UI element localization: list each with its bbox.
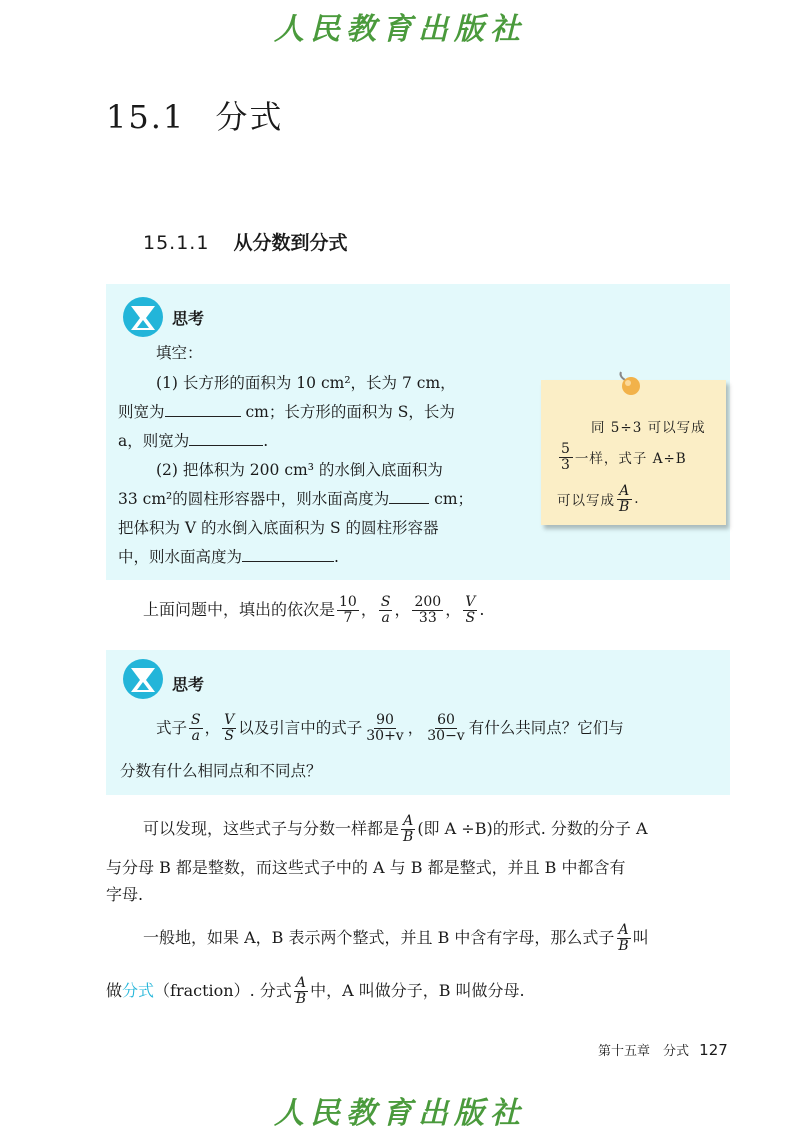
numerator: 10	[339, 593, 357, 610]
numerator: A	[403, 812, 414, 829]
fraction	[364, 713, 405, 743]
text: cm；长方形的面积为 S，长为	[240, 403, 455, 421]
text: 33 cm²的圆柱形容器中，则水面高度为	[118, 490, 390, 508]
numerator: A	[295, 974, 306, 991]
denominator: 33	[418, 609, 437, 626]
para2-line2	[106, 968, 525, 1014]
fraction	[463, 595, 477, 625]
answer-blank[interactable]	[389, 489, 429, 504]
fraction	[294, 976, 308, 1006]
denominator: B	[619, 498, 631, 515]
note-line-1: 同 5÷3 可以写成	[591, 420, 706, 436]
numerator: A	[618, 921, 629, 938]
section-name: 分式	[215, 98, 284, 136]
separator: ，	[394, 600, 411, 619]
text: 以及引言中的式子	[238, 719, 363, 737]
fraction	[616, 923, 630, 953]
section-number: 15.1	[106, 98, 186, 136]
text: .	[334, 548, 339, 566]
page-footer	[598, 1040, 728, 1059]
numerator: S	[191, 711, 201, 728]
denominator: 30+v	[366, 727, 404, 744]
text: （fraction）. 分式	[154, 981, 292, 1000]
fraction	[189, 713, 203, 743]
denominator: S	[224, 727, 234, 744]
pushpin-icon	[617, 370, 643, 404]
text: 有什么共同点？它们与	[468, 719, 624, 737]
think2-line2: 分数有什么相同点和不同点？	[120, 762, 322, 780]
think-heading-2: 思考	[172, 675, 205, 694]
denominator: S	[465, 609, 476, 626]
think1-q2-line2	[118, 484, 473, 514]
think-icon	[122, 296, 164, 342]
denominator: B	[295, 990, 307, 1007]
answers-line	[143, 588, 484, 632]
numerator: 60	[437, 711, 455, 728]
denominator: a	[381, 609, 390, 626]
think1-intro: 填空：	[156, 344, 203, 362]
text: .	[263, 432, 269, 450]
note-line-2	[557, 442, 687, 472]
note-line-3	[557, 484, 640, 514]
text: 可以写成	[557, 493, 615, 510]
think1-q2-line1: (2) 把体积为 200 cm³ 的水倒入底面积为	[156, 461, 443, 479]
text: 叫	[632, 928, 649, 947]
text: (即 A ÷B)的形式. 分数的分子 A	[417, 819, 648, 838]
fraction	[401, 814, 415, 844]
denominator: 3	[561, 456, 571, 473]
text: 做	[106, 981, 123, 1000]
think-heading-1: 思考	[172, 309, 205, 328]
para2-line1	[143, 915, 649, 961]
fraction	[337, 595, 359, 625]
section-title	[106, 92, 283, 138]
think2-line1	[156, 706, 624, 750]
side-note	[541, 380, 726, 525]
para1-line2: 与分母 B 都是整数，而这些式子中的 A 与 B 都是整式，并且 B 中都含有	[106, 858, 626, 877]
fraction	[617, 484, 632, 514]
text: a，则宽为	[118, 432, 190, 450]
fraction	[412, 595, 443, 625]
key-term: 分式	[122, 981, 155, 1000]
separator: ，	[407, 719, 424, 737]
think-icon	[122, 658, 164, 704]
numerator: A	[619, 483, 631, 499]
para1-line3: 字母.	[106, 885, 144, 904]
text: cm；	[429, 490, 474, 508]
header-watermark: 人民教育出版社	[274, 12, 526, 47]
subsection-title	[143, 228, 348, 255]
text: 上面问题中，填出的依次是	[143, 600, 336, 619]
page-number: 127	[699, 1041, 728, 1059]
text: .	[479, 600, 485, 619]
separator: ，	[204, 719, 221, 737]
footer-watermark: 人民教育出版社	[274, 1096, 526, 1131]
text: 中，则水面高度为	[118, 548, 243, 566]
subsection-number: 15.1.1	[143, 232, 210, 254]
text: 中，A 叫做分子，B 叫做分母.	[310, 981, 525, 1000]
think-box-2	[106, 650, 730, 795]
numerator: V	[224, 711, 235, 728]
answer-blank[interactable]	[189, 431, 263, 446]
subsection-name: 从分数到分式	[233, 232, 348, 254]
answer-blank[interactable]	[242, 547, 334, 562]
think1-q1-line3	[118, 426, 268, 456]
text: 则宽为	[118, 403, 165, 421]
chapter-label: 第十五章 分式	[598, 1044, 690, 1059]
think1-q2-line4	[118, 542, 339, 572]
numerator: 5	[561, 441, 571, 457]
think1-q2-line3: 把体积为 V 的水倒入底面积为 S 的圆柱形容器	[118, 519, 439, 537]
think1-q1-line1: (1) 长方形的面积为 10 cm²，长为 7 cm，	[156, 374, 456, 392]
denominator: 7	[343, 609, 353, 626]
fraction	[222, 713, 236, 743]
fraction	[559, 442, 573, 472]
numerator: V	[465, 593, 476, 610]
numerator: 200	[414, 593, 442, 610]
numerator: 90	[376, 711, 394, 728]
text: 一样，式子 A÷B	[574, 451, 687, 468]
think1-q1-line2	[118, 397, 455, 427]
para1-line1	[143, 806, 648, 852]
text: 式子	[156, 719, 188, 737]
denominator: a	[191, 727, 200, 744]
separator: ，	[360, 600, 377, 619]
denominator: 30−v	[427, 727, 465, 744]
fraction	[425, 713, 466, 743]
text: .	[634, 491, 640, 508]
denominator: B	[618, 937, 629, 954]
denominator: B	[403, 828, 414, 845]
separator: ，	[445, 600, 462, 619]
text: 可以发现，这些式子与分数一样都是	[143, 819, 400, 838]
answer-blank[interactable]	[165, 402, 241, 417]
numerator: S	[380, 593, 391, 610]
fraction	[379, 595, 393, 625]
text: 一般地，如果 A，B 表示两个整式，并且 B 中含有字母，那么式子	[143, 928, 615, 947]
